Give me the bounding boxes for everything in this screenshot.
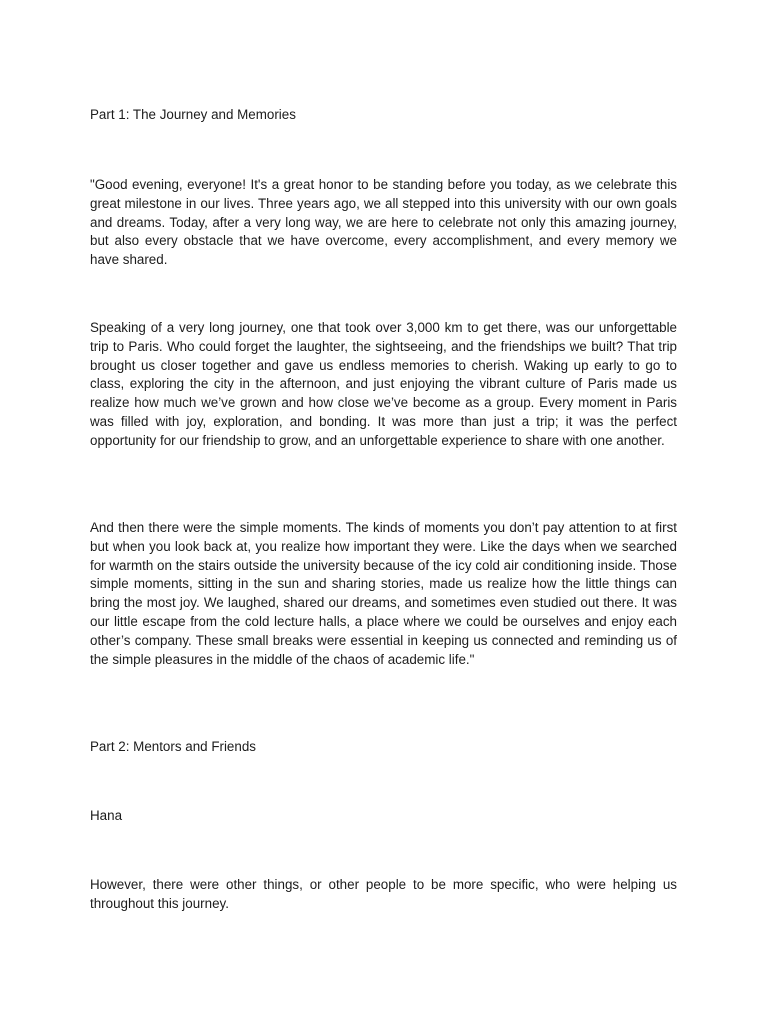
part2-heading: Part 2: Mentors and Friends xyxy=(90,739,256,754)
intro-paragraph: "Good evening, everyone! It's a great honor to be standing before you today, as we celebrate this great milestone in our lives. Three years ago, we all stepped into this university with our own goals and dreams. Today, after a very long way, we are here to celebrate not only this amazing journey, but also every obstacle that we have overcome, every accomplishment, and every memory we have shared. xyxy=(90,177,677,268)
part1-heading: Part 1: The Journey and Memories xyxy=(90,107,296,122)
simple-moments-paragraph: And then there were the simple moments. The kinds of moments you don’t pay attention to at first but when you look back at, you realize how important they were. Like the days when we searched for warmth on the stairs outside the university because of the icy cold air conditioning inside. Those simple moments, sitting in the sun and sharing stories, made us realize how the little things can bring the most joy. We laughed, shared our dreams, and sometimes even studied out there. It was our little escape from the cold lecture halls, a place where we could be ourselves and enjoy each other’s company. These small breaks were essential in keeping us connected and reminding us of the simple pleasures in the middle of the chaos of academic life." xyxy=(90,520,677,667)
speaker-name: Hana xyxy=(90,808,123,823)
mentors-paragraph: However, there were other things, or other people to be more specific, who were helping us throughout this journey. xyxy=(90,877,677,911)
paris-trip-paragraph: Speaking of a very long journey, one that took over 3,000 km to get there, was our unforgettable trip to Paris. Who could forget the laughter, the sightseeing, and the friendships we built? That trip brought us closer together and gave us endless memories to cherish. Waking up early to go to class, exploring the city in the afternoon, and just enjoying the vibrant culture of Paris made us realize how much we’ve grown and how close we’ve become as a group. Every moment in Paris was filled with joy, exploration, and bonding. It was more than just a trip; it was the perfect opportunity for our friendship to grow, and an unforgettable experience to share with one another. xyxy=(90,320,677,448)
